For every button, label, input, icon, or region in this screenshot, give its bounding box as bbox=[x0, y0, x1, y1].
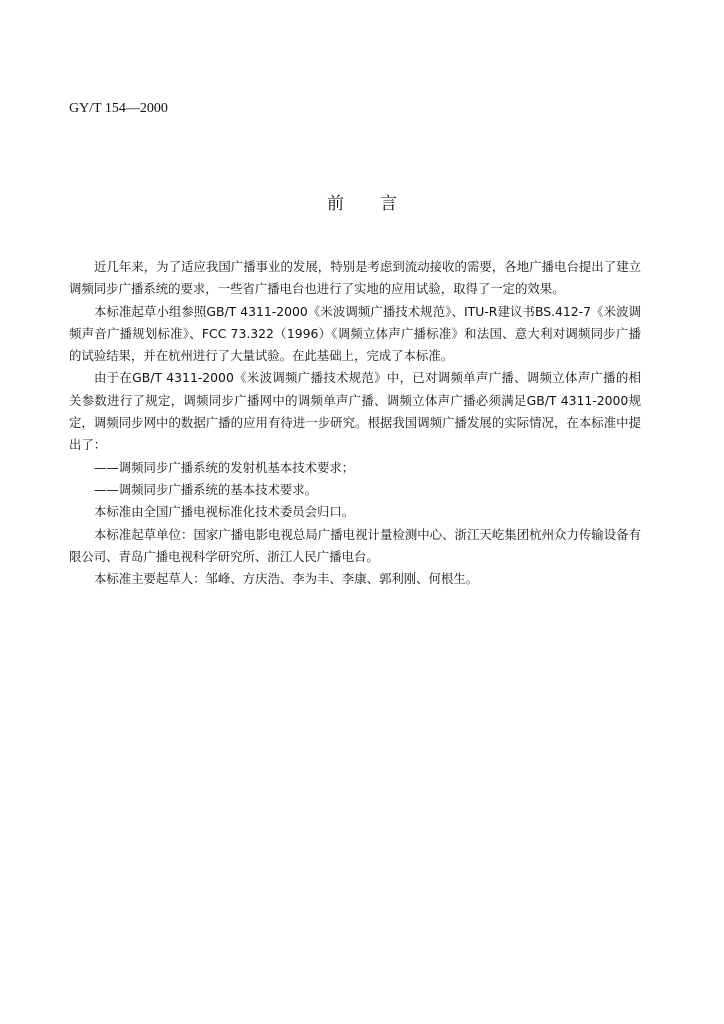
foreword-body bbox=[69, 256, 641, 590]
paragraph-6: 本标准主要起草人：邹峰、方庆浩、李为丰、李康、郭利刚、何根生。 bbox=[94, 571, 479, 587]
title-char-2: 言 bbox=[380, 194, 397, 214]
paragraph-4: 本标准由全国广播电视标准化技术委员会归口。 bbox=[94, 504, 355, 520]
list-item-2: ——调频同步广播系统的基本技术要求。 bbox=[94, 481, 318, 497]
standard-code: GY/T 154—2000 bbox=[69, 101, 168, 116]
title-char-1: 前 bbox=[327, 194, 344, 214]
page-title bbox=[0, 189, 724, 214]
paragraph-3: 由于在GB/T 4311-2000《米波调频广播技术规范》中，已对调频单声广播、调频立体声广播的相关参数进行了规定，调频同步广播网中的调频单声广播、调频立体声广播必须满足GB/T 4311-2000规定，调频同步网中的数据广播的应用有待进一步研究。根据我国调频广播发展的实际情况，在本标准中提出了： bbox=[69, 370, 641, 453]
list-item-1: ——调频同步广播系统的发射机基本技术要求； bbox=[94, 459, 355, 475]
paragraph-5: 本标准起草单位：国家广播电影电视总局广播电视计量检测中心、浙江天屹集团杭州众力传输设备有限公司、青岛广播电视科学研究所、浙江人民广播电台。 bbox=[69, 526, 641, 564]
paragraph-2: 本标准起草小组参照GB/T 4311-2000《米波调频广播技术规范》、ITU-R建议书BS.412-7《米波调频声音广播规划标准》、FCC 73.322（1996）《调频立体声广播标准》和法国、意大利对调频同步广播的试验结果，并在杭州进行了大量试验。在此基础上，完成了本标准。 bbox=[69, 303, 641, 364]
paragraph-1: 近几年来，为了适应我国广播事业的发展，特别是考虑到流动接收的需要，各地广播电台提出了建立调频同步广播系统的要求，一些省广播电台也进行了实地的应用试验，取得了一定的效果。 bbox=[69, 259, 641, 297]
